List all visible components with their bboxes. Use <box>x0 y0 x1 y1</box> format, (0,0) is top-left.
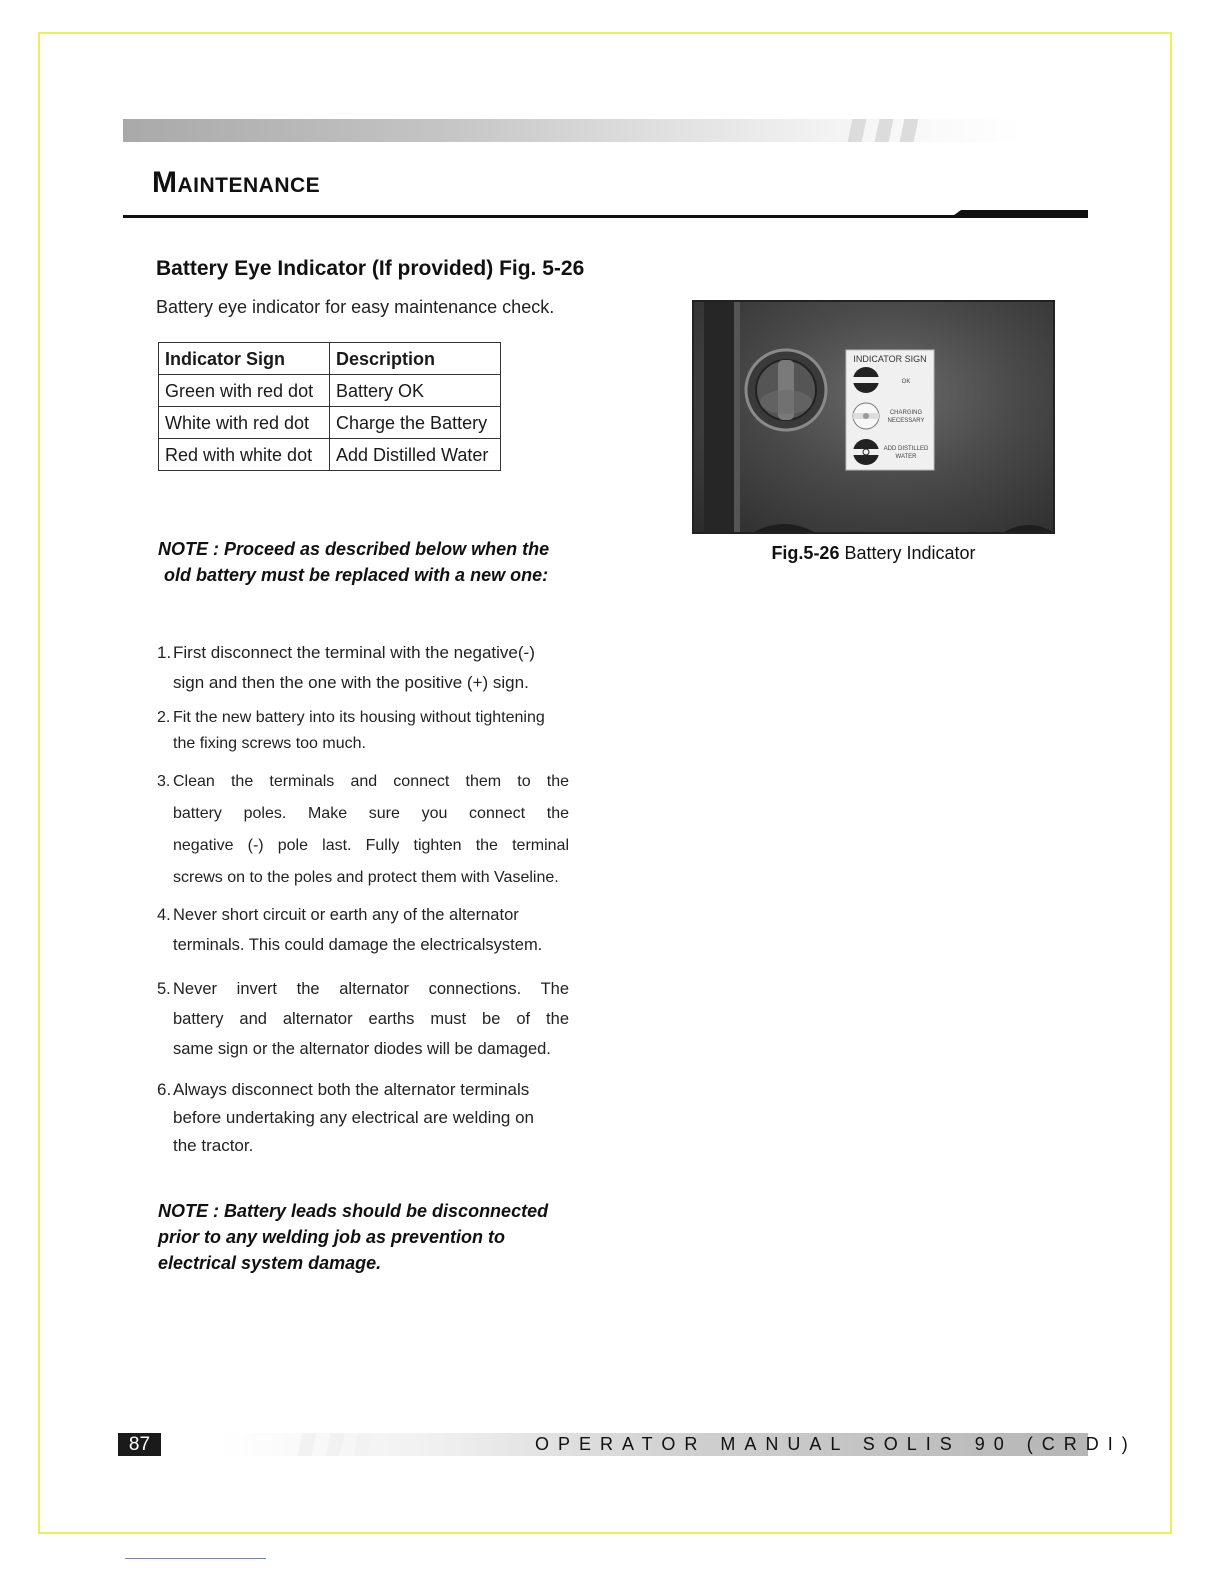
note-line: electrical system damage. <box>158 1253 382 1273</box>
step-number: 5. <box>157 980 171 998</box>
table-cell: White with red dot <box>159 407 330 439</box>
label-charging-2: NECESSARY <box>887 418 925 424</box>
step-line: before undertaking any electrical are welding on <box>173 1108 535 1127</box>
step-number: 6. <box>157 1080 172 1099</box>
step-item <box>157 1076 569 1160</box>
note-line: NOTE : Battery leads should be disconnected <box>158 1201 549 1221</box>
step-line: First disconnect the terminal with the negative(-) <box>173 643 535 662</box>
page-number: 87 <box>118 1433 161 1456</box>
step-line: same sign or the alternator diodes will be damaged. <box>173 1040 551 1058</box>
table-header-row <box>159 343 501 375</box>
table-row <box>159 375 501 407</box>
step-item <box>157 766 569 894</box>
label-charging-1: CHARGING <box>889 410 923 416</box>
step-line: negative (-) pole last. Fully tighten the terminal <box>173 837 569 854</box>
caption-text: Battery Indicator <box>839 543 976 563</box>
intro-text: Battery eye indicator for easy maintenance check. <box>156 297 555 317</box>
figure-caption <box>692 543 1055 564</box>
indicator-table <box>158 342 501 471</box>
step-line: Always disconnect both the alternator terminals <box>173 1080 530 1099</box>
step-line: battery poles. Make sure you connect the <box>173 805 569 822</box>
header-rule <box>123 215 1088 218</box>
note-welding <box>158 1198 548 1276</box>
bottom-link-underline <box>125 1558 266 1559</box>
step-line: Clean the terminals and connect them to the <box>173 773 569 790</box>
page-heading: Battery Eye Indicator (If provided) Fig. 5-26 <box>156 257 585 280</box>
table-cell: Battery OK <box>330 375 501 407</box>
label-ok: OK <box>901 379 911 385</box>
table-cell: Add Distilled Water <box>330 439 501 471</box>
note-line: NOTE : Proceed as described below when the <box>158 539 550 559</box>
table-row <box>159 407 501 439</box>
step-number: 4. <box>157 906 171 924</box>
step-line: the fixing screws too much. <box>173 735 366 752</box>
step-line: Never invert the alternator connections. The <box>173 980 569 998</box>
step-line: battery and alternator earths must be of the <box>173 1010 569 1028</box>
table-cell: Green with red dot <box>159 375 330 407</box>
step-line: sign and then the one with the positive (+) sign. <box>173 673 529 692</box>
battery-illustration <box>694 302 1053 532</box>
battery-photo <box>692 300 1055 534</box>
step-number: 3. <box>157 773 171 790</box>
step-line: Fit the new battery into its housing without tightening <box>173 709 545 726</box>
table-cell: Charge the Battery <box>330 407 501 439</box>
caption-figure-number: Fig.5-26 <box>771 543 840 563</box>
table-header-cell: Indicator Sign <box>159 343 330 375</box>
step-item <box>157 900 569 960</box>
note-replace-battery <box>158 536 549 588</box>
footer-title: OPERATOR MANUAL SOLIS 90 (CRDI) <box>535 1434 1137 1454</box>
step-item <box>157 974 569 1064</box>
step-line: terminals. This could damage the electricalsystem. <box>173 936 543 954</box>
label-title: INDICATOR SIGN <box>853 354 927 364</box>
step-number: 2. <box>157 709 171 726</box>
section-title: Maintenance <box>152 166 321 199</box>
header-rule-tab <box>950 210 1088 218</box>
table-row <box>159 439 501 471</box>
label-water-2: WATER <box>895 454 917 460</box>
table-header-cell: Description <box>330 343 501 375</box>
table-cell: Red with white dot <box>159 439 330 471</box>
note-line: old battery must be replaced with a new one: <box>164 565 549 585</box>
note-line: prior to any welding job as prevention to <box>158 1227 506 1247</box>
step-item <box>157 638 569 698</box>
step-item <box>157 705 569 757</box>
label-water-1: ADD DISTILLED <box>883 446 929 452</box>
step-line: the tractor. <box>173 1136 254 1155</box>
step-line: Never short circuit or earth any of the alternator <box>173 906 519 924</box>
step-line: screws on to the poles and protect them with Vaseline. <box>173 869 559 886</box>
step-number: 1. <box>157 643 172 662</box>
